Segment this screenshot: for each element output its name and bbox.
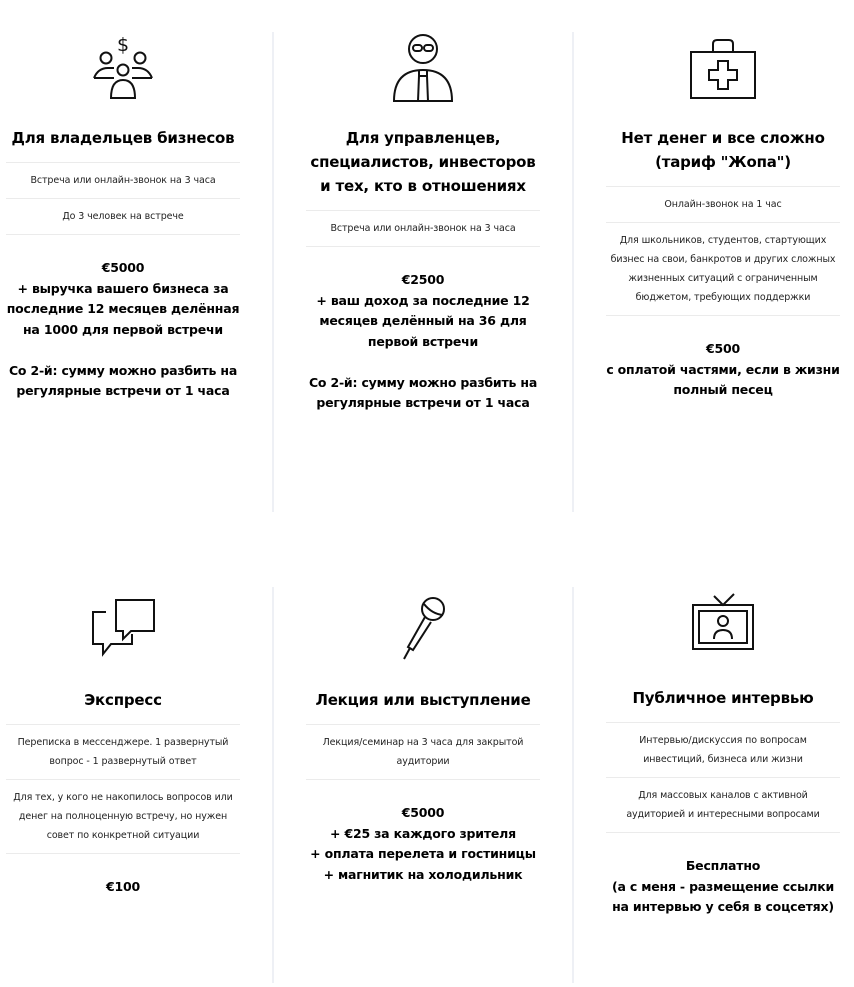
pricing-card-lecture — [306, 587, 540, 983]
pricing-card-express — [6, 587, 240, 983]
feature-item: Встреча или онлайн-звонок на 3 часа — [30, 175, 216, 186]
price-detail: + оплата перелета и гостиницы — [310, 846, 536, 861]
card-title: Для владельцев бизнесов — [11, 129, 235, 147]
price-block — [6, 877, 240, 898]
price-detail: с оплатой частями, если в жизни полный песец — [606, 361, 840, 397]
feature-item: До 3 человек на встрече — [62, 211, 184, 222]
tv-person-icon — [688, 592, 758, 662]
feature-item: Онлайн-звонок на 1 час — [664, 199, 782, 210]
price-block — [306, 270, 540, 414]
chat-bubbles-icon — [88, 594, 158, 664]
feature-item: Встреча или онлайн-звонок на 3 часа — [330, 223, 516, 234]
feature-item: Переписка в мессенджере. 1 развернутый вопрос - 1 развернутый ответ — [17, 737, 229, 767]
pricing-card-no-money — [606, 32, 840, 512]
feature-item: Интервью/дискуссия по вопросам инвестиций, бизнеса или жизни — [639, 735, 807, 765]
feature-item: Для массовых каналов с активной аудиторией и интересными вопросами — [626, 790, 820, 820]
price-detail: (а с меня - размещение ссылки на интервью у себя в соцсетях) — [611, 878, 835, 914]
price-amount: €100 — [106, 879, 140, 894]
first-aid-kit-icon — [688, 32, 758, 102]
people-money-icon — [88, 32, 158, 102]
card-title: Публичное интервью — [632, 689, 814, 707]
price-note: Со 2-й: сумму можно разбить на регулярные встречи от 1 часа — [8, 362, 238, 398]
price-note: Со 2-й: сумму можно разбить на регулярные встречи от 1 часа — [308, 374, 538, 410]
card-title: Лекция или выступление — [315, 691, 531, 709]
price-amount: €5000 — [101, 260, 145, 275]
price-block — [606, 339, 840, 401]
feature-item: Лекция/семинар на 3 часа для закрытой аудитории — [322, 737, 524, 767]
pricing-card-business-owners — [6, 32, 240, 512]
price-block — [606, 856, 840, 918]
price-detail: + €25 за каждого зрителя — [330, 825, 516, 841]
manager-tie-icon — [388, 32, 458, 102]
price-amount: €500 — [706, 341, 740, 356]
microphone-icon — [388, 594, 458, 664]
pricing-card-managers — [306, 32, 540, 512]
pricing-card-public-interview — [606, 587, 840, 983]
card-title: Нет денег и все сложно (тариф "Жопа") — [621, 129, 825, 171]
column-divider — [572, 587, 574, 983]
price-block — [6, 258, 240, 402]
price-detail: + выручка вашего бизнеса за последние 12 месяцев делённая на 1000 для первой встречи — [6, 280, 240, 337]
column-divider — [572, 32, 574, 512]
pricing-row-2 — [0, 587, 854, 983]
price-block — [306, 803, 540, 885]
card-title: Экспресс — [84, 691, 162, 709]
svg-text:$: $ — [116, 34, 130, 56]
price-amount: €2500 — [401, 272, 445, 287]
feature-item: Для тех, у кого не накопилось вопросов или денег на полноценную встречу, но нужен совет по конкретной ситуации — [13, 792, 233, 841]
feature-item: Для школьников, студентов, стартующих бизнес на свои, банкротов и других сложных жизненных ситуаций с ограниченным бюджетом, требующих поддержки — [610, 235, 836, 303]
card-title: Для управленцев, специалистов, инвесторов и тех, кто в отношениях — [310, 129, 536, 195]
column-divider — [272, 32, 274, 512]
price-amount: €5000 — [401, 805, 445, 820]
column-divider — [272, 587, 274, 983]
pricing-row-1 — [0, 32, 854, 512]
price-amount: Бесплатно — [685, 858, 761, 873]
price-detail: + ваш доход за последние 12 месяцев делённый на 36 для первой встречи — [316, 292, 530, 349]
price-detail: + магнитик на холодильник — [323, 866, 523, 882]
